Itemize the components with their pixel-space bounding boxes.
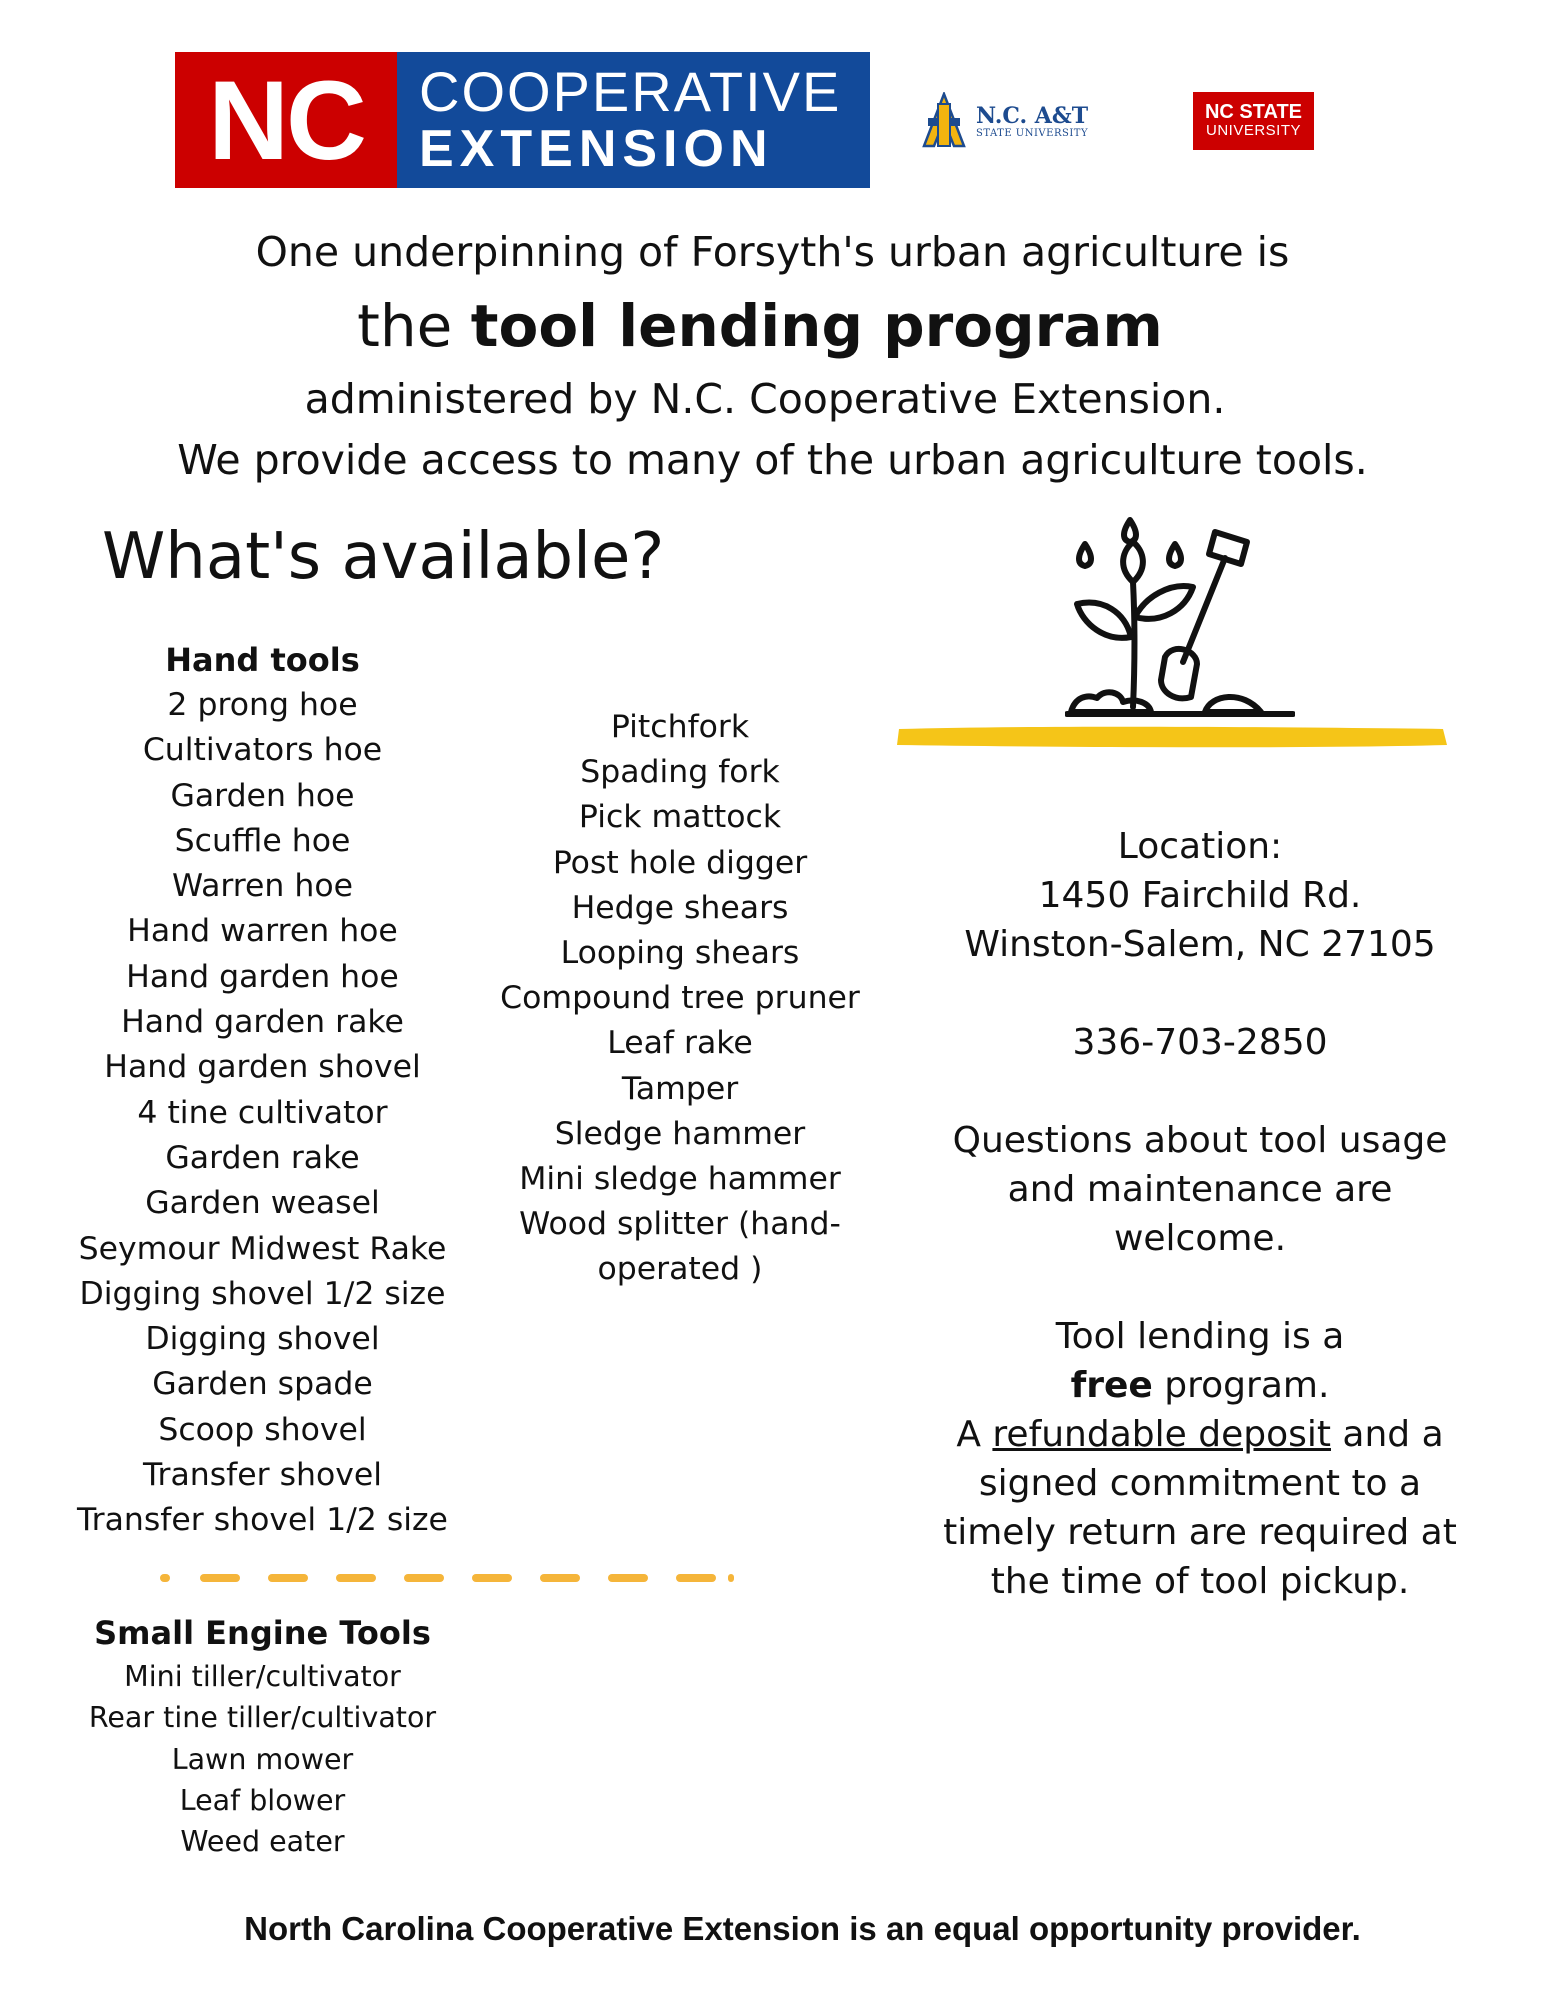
nc-at-name: N.C. A&T (976, 102, 1089, 129)
questions-line-1: Questions about tool usage (952, 1120, 1448, 1161)
nc-state-line2: UNIVERSITY (1205, 122, 1301, 139)
aggie-a-icon (918, 92, 970, 150)
plant-shovel-icon (1065, 512, 1295, 727)
nc-state-line1: NC STATE (1204, 101, 1303, 123)
intro-line-2-prefix: the (357, 292, 471, 360)
free-bold: free (1070, 1365, 1153, 1406)
phone-number: 336-703-2850 (1072, 1022, 1328, 1063)
questions-line-2: and maintenance are (1007, 1169, 1393, 1210)
list-item: Leaf blower (179, 1783, 346, 1817)
list-item: Spading fork (580, 754, 780, 791)
list-item: Mini sledge hammer (519, 1161, 841, 1198)
list-item: Warren hoe (171, 868, 354, 905)
location-info (935, 822, 1465, 1606)
deposit-line-4: the time of tool pickup. (990, 1561, 1410, 1602)
footer-statement: North Carolina Cooperative Extension is an equal opportunity provider. (244, 1910, 1361, 1947)
list-item: Garden rake (165, 1139, 360, 1176)
intro-line-2-bold: tool lending program (470, 292, 1163, 360)
hand-tools-list-col2 (470, 705, 890, 1293)
list-item: Compound tree pruner (500, 980, 860, 1017)
hand-tools-list-col1 (60, 637, 465, 1544)
list-item: Transfer shovel 1/2 size (77, 1502, 448, 1539)
nc-logo-line2: EXTENSION (419, 120, 774, 178)
list-item: Mini tiller/cultivator (124, 1660, 401, 1693)
small-engine-heading: Small Engine Tools (94, 1614, 431, 1652)
list-item: Pitchfork (610, 709, 750, 745)
list-item: 2 prong hoe (167, 687, 358, 723)
list-item: Wood splitter (hand- (519, 1206, 841, 1243)
list-item: Hand garden shovel (104, 1049, 421, 1086)
nc-mark: NC (175, 52, 397, 188)
nc-cooperative-extension-logo (175, 52, 870, 188)
hand-tools-heading: Hand tools (165, 641, 360, 679)
list-item: Scoop shovel (158, 1411, 367, 1448)
questions-line-3: welcome. (1113, 1218, 1287, 1259)
whats-available-heading: What's available? (102, 520, 665, 594)
free-line-2 (935, 1361, 1465, 1410)
list-item: Lawn mower (171, 1742, 354, 1776)
list-item: Digging shovel 1/2 size (79, 1275, 446, 1312)
deposit-underline: refundable deposit (992, 1414, 1331, 1455)
deposit-prefix: A (956, 1414, 993, 1455)
list-item: Sledge hammer (554, 1115, 806, 1152)
list-item: Leaf rake (607, 1025, 753, 1062)
dashed-divider (160, 1572, 735, 1584)
free-line-1: Tool lending is a (1055, 1316, 1345, 1357)
address-line-2: Winston-Salem, NC 27105 (964, 924, 1436, 965)
intro-line-2 (0, 292, 1520, 360)
intro-line-1: One underpinning of Forsyth's urban agriculture is (255, 228, 1290, 276)
list-item: Garden weasel (145, 1185, 380, 1222)
list-item: Post hole digger (552, 844, 808, 881)
list-item: Garden spade (152, 1366, 373, 1403)
list-item: Tamper (621, 1070, 739, 1107)
list-item: Seymour Midwest Rake (78, 1230, 447, 1267)
nc-logo-line1: COOPERATIVE (419, 60, 842, 123)
yellow-brush-bar (895, 725, 1450, 749)
small-engine-tools-list (60, 1610, 465, 1862)
deposit-line-3: timely return are required at (943, 1512, 1457, 1553)
list-item: Rear tine tiller/cultivator (88, 1701, 437, 1735)
list-item: Pick mattock (578, 799, 782, 836)
list-item: Weed eater (180, 1825, 345, 1859)
list-item: Transfer shovel (142, 1457, 383, 1494)
list-item: Digging shovel (145, 1321, 380, 1358)
nc-state-logo (1193, 92, 1314, 150)
list-item: Hedge shears (571, 889, 789, 926)
free-rest: program. (1152, 1365, 1330, 1406)
intro-line-3: administered by N.C. Cooperative Extension. (304, 375, 1226, 423)
nc-logo-text (397, 52, 870, 188)
nc-at-sub: STATE UNIVERSITY (976, 127, 1089, 139)
nc-at-logo (918, 90, 1108, 152)
deposit-line-2: signed commitment to a (978, 1463, 1422, 1504)
list-item: Hand garden rake (121, 1004, 404, 1041)
list-item: 4 tine cultivator (137, 1094, 388, 1131)
list-item: operated ) (597, 1251, 763, 1288)
list-item: Hand warren hoe (127, 913, 398, 950)
deposit-rest: and a (1330, 1414, 1444, 1455)
list-item: Garden hoe (170, 777, 355, 814)
intro-line-4: We provide access to many of the urban agriculture tools. (177, 436, 1368, 484)
address-line-1: 1450 Fairchild Rd. (1038, 875, 1362, 916)
list-item: Cultivators hoe (142, 732, 383, 769)
deposit-line-1 (935, 1410, 1465, 1459)
list-item: Hand garden hoe (126, 958, 399, 995)
list-item: Looping shears (560, 935, 800, 972)
list-item: Scuffle hoe (174, 822, 351, 859)
location-label: Location: (1117, 826, 1283, 867)
